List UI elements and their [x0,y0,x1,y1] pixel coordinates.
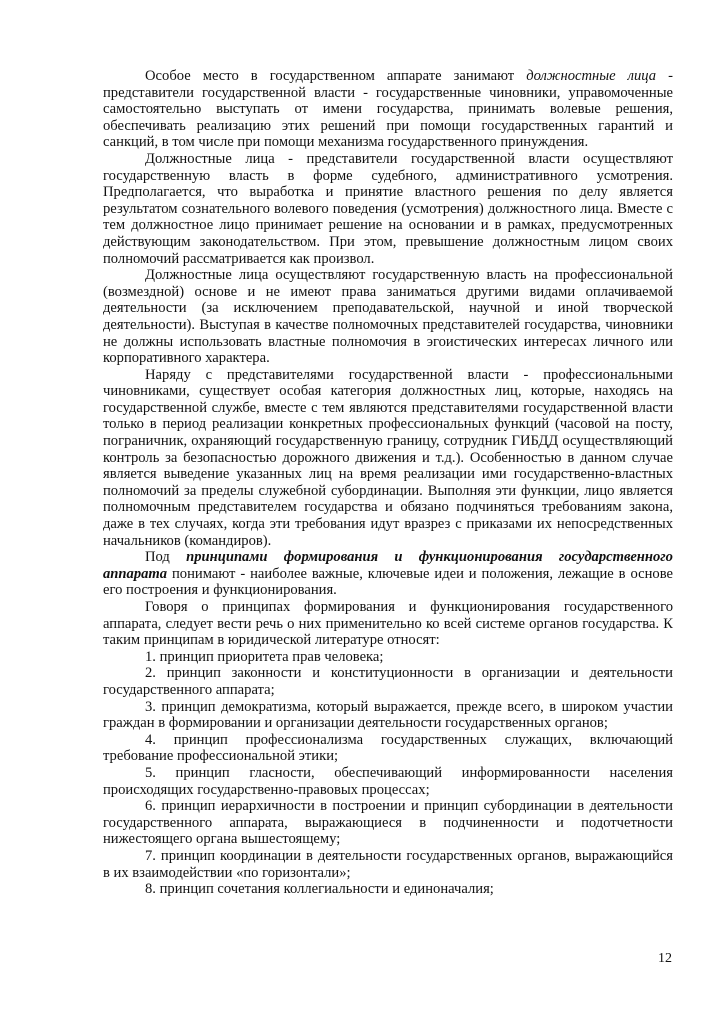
list-item: 1. принцип приоритета прав человека; [145,648,384,665]
list-item: 2. принцип законности и конституционности в организации и деятельности государственного аппарата; [103,665,673,698]
paragraph-discretion: Должностные лица - представители государственной власти осуществляют государственную власть в форме судебного, административного усмотрения. Предполагается, что выработка и принятие властного решения по делу является результатом сознательного волевого поведения (усмотрения) должностного лица. Вместе с тем должностное лицо принимает решение на основании и в рамках, предусмотренных действующим законодательством. При этом, превышение должностным лицом своих полномочий рассматривается как произвол. [103,150,673,267]
principles-list [103,649,673,898]
list-item: 8. принцип сочетания коллегиальности и единоначалия; [145,881,494,898]
paragraph-officials-definition: Особое место в государственном аппарате занимают должностные лица - представители государственной власти - государственные чиновники, управомоченные самостоятельно выступать от имени государства, принимать волевые решения, обеспечивать реализацию этих решений при помощи государственных гарантий и санкций, в том числе при помощи механизма государственного принуждения. [103,68,673,151]
paragraph-principles-definition: Под принципами формирования и функционирования государственного аппарата понимают - наиболее важные, ключевые идеи и положения, лежащие в основе его построения и функционирования. [103,549,673,599]
page-number: 12 [658,951,672,966]
list-item: 7. принцип координации в деятельности государственных органов, выражающийся в их взаимодействии «по горизонтали»; [103,847,673,881]
term-principles: принципами формирования и функционирования государственного аппарата [103,549,673,582]
paragraph-professional-basis: Должностные лица осуществляют государственную власть на профессиональной (возмездной) основе и не имеют права заниматься другими видами оплачиваемой деятельности (за исключением преподавательской, научной и иной творческой деятельности). Выступая в качестве полномочных представителей государства, чиновники не должны использовать властные полномочия в эгоистических интересах личного или корпоративного характера. [103,267,673,367]
list-item: 3. принцип демократизма, который выражается, прежде всего, в широком участии граждан в формировании и организации деятельности государственных органов; [103,698,673,732]
paragraph-special-category: Наряду с представителями государственной власти - профессиональными чиновниками, существует особая категория должностных лиц, которые, находясь на государственной службе, вместе с тем являются представителями государственной власти только в период реализации конкретных профессиональных функций (часовой на посту, пограничник, охраняющий государственную границу, сотрудник ГИБДД осуществляющий контроль за безопасностью дорожного движения и т.д.). Особенностью в данном случае является выведение указанных лиц на время реализации ими государственно-властных полномочий за пределы служебной субординации. Выполняя эти функции, лицо является полномочным представителем государства и обязано подчиняться требованиям закона, даже в тех случаях, когда эти требования идут вразрез с приказами их непосредственных начальников (командиров). [103,366,673,549]
document-body [103,68,673,898]
list-item: 4. принцип профессионализма государственных служащих, включающий требование профессиональной этики; [103,731,673,765]
list-item: 5. принцип гласности, обеспечивающий информированности населения происходящих государственно-правовых процессах; [103,764,673,798]
term-officials: должностные лица [526,68,657,84]
list-item: 6. принцип иерархичности в построении и принцип субординации в деятельности государственного аппарата, выражающиеся в подчиненности и подотчетности нижестоящего органа вышестоящему; [103,798,673,848]
paragraph-principles-intro: Говоря о принципах формирования и функционирования государственного аппарата, следует вести речь о них применительно ко всей системе органов государства. К таким принципам в юридической литературе относят: [103,599,673,649]
